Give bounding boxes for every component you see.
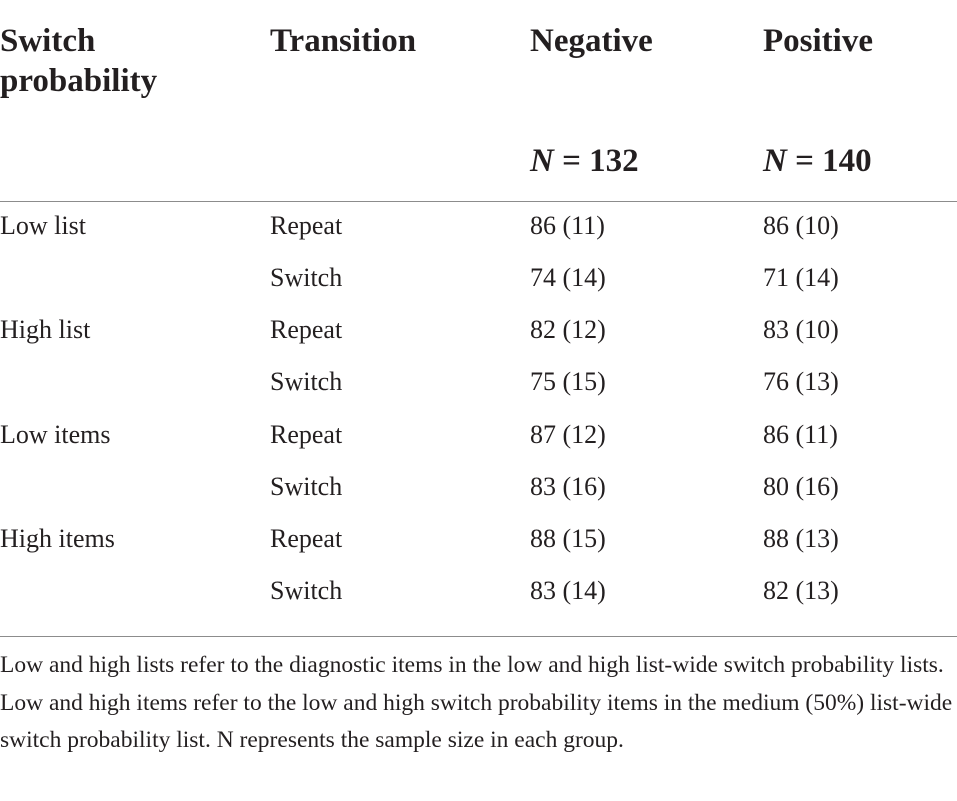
equals-sign: = <box>553 143 590 179</box>
footer-divider <box>0 636 957 637</box>
positive-cell: 83 (10) <box>763 315 839 344</box>
header-switch-probability: Switch probability <box>0 23 158 99</box>
sample-size-positive <box>763 141 872 181</box>
transition-cell: Repeat <box>270 420 343 449</box>
positive-cell: 88 (13) <box>763 524 839 553</box>
header-transition: Transition <box>270 23 417 59</box>
header-positive: Positive <box>763 23 873 59</box>
positive-cell: 71 (14) <box>763 263 839 292</box>
n-symbol: N <box>530 143 554 179</box>
negative-cell: 86 (11) <box>530 211 605 240</box>
positive-cell: 80 (16) <box>763 472 839 501</box>
negative-cell: 82 (12) <box>530 315 606 344</box>
transition-cell: Repeat <box>270 211 343 240</box>
sample-size-negative <box>530 141 639 181</box>
positive-cell: 86 (10) <box>763 211 839 240</box>
transition-cell: Switch <box>270 472 343 501</box>
negative-cell: 75 (15) <box>530 367 606 396</box>
negative-cell: 83 (16) <box>530 472 606 501</box>
condition-cell: Low list <box>0 211 86 240</box>
transition-cell: Repeat <box>270 315 343 344</box>
header-divider <box>0 201 957 202</box>
positive-cell: 82 (13) <box>763 576 839 605</box>
n-symbol: N <box>763 143 787 179</box>
negative-cell: 74 (14) <box>530 263 606 292</box>
sample-size-value: 140 <box>822 143 872 179</box>
transition-cell: Switch <box>270 263 343 292</box>
positive-cell: 76 (13) <box>763 367 839 396</box>
positive-cell: 86 (11) <box>763 420 838 449</box>
negative-cell: 88 (15) <box>530 524 606 553</box>
table-footnote: Low and high lists refer to the diagnostic items in the low and high list-wide switch probability lists. Low and high items refer to the low and high switch probability items in the medium (50%) list-wide switch probability list. N represents the sample size in each group. <box>0 652 953 753</box>
transition-cell: Repeat <box>270 524 343 553</box>
condition-cell: High items <box>0 524 115 553</box>
equals-sign: = <box>786 143 823 179</box>
condition-cell: Low items <box>0 420 111 449</box>
header-negative: Negative <box>530 23 653 59</box>
negative-cell: 87 (12) <box>530 420 606 449</box>
transition-cell: Switch <box>270 576 343 605</box>
transition-cell: Switch <box>270 367 343 396</box>
sample-size-value: 132 <box>589 143 639 179</box>
condition-cell: High list <box>0 315 91 344</box>
negative-cell: 83 (14) <box>530 576 606 605</box>
